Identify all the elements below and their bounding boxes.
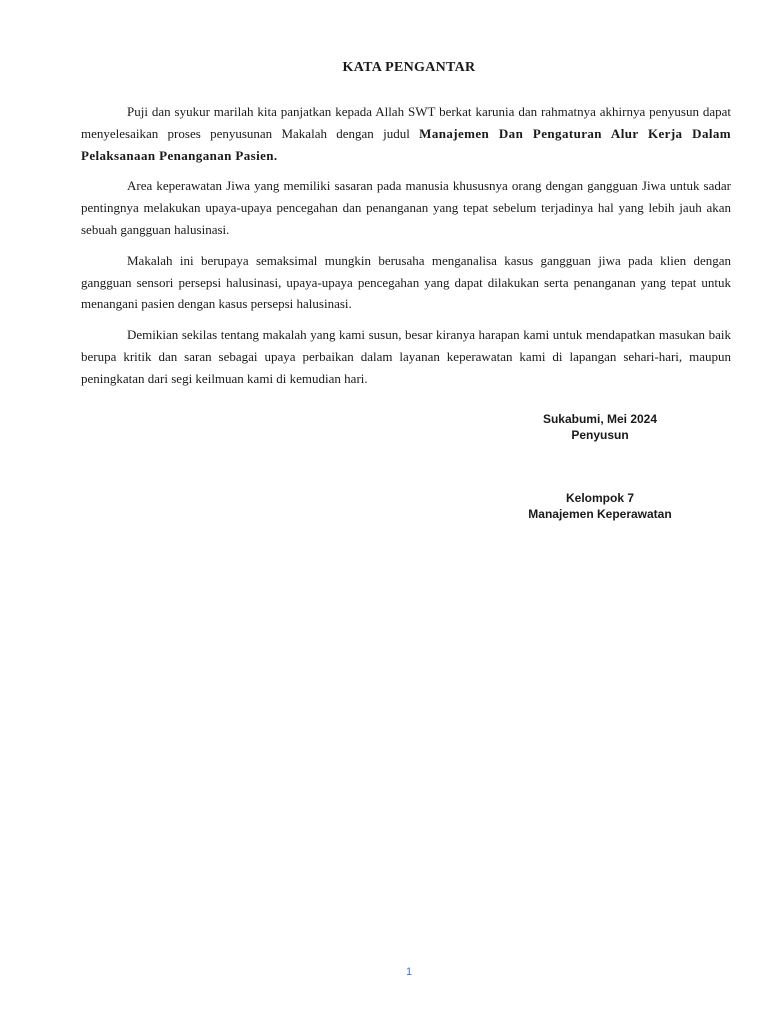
- paragraph-2: Area keperawatan Jiwa yang memiliki sasaran pada manusia khususnya orang dengan gangguan Jiwa untuk sadar pentingnya melakukan upaya-upaya pencegahan dan penanganan yang tepat sebelum terjadinya hal yang lebih jauh akan sebuah gangguan halusinasi.: [81, 178, 731, 237]
- page-title: KATA PENGANTAR: [342, 60, 476, 75]
- paragraph-1: [81, 101, 731, 166]
- author-group: Kelompok 7: [565, 491, 634, 505]
- place-date: Sukabumi, Mei 2024: [542, 412, 658, 426]
- signature-place-block: [500, 411, 700, 443]
- paragraph-3: Makalah ini berupaya semaksimal mungkin berusaha menganalisa kasus gangguan jiwa pada klien dengan gangguan sensori persepsi halusinasi, upaya-upaya pencegahan yang dapat dilakukan serta penanganan yang tepat untuk menangani pasien dengan kasus persepsi halusinasi.: [81, 252, 731, 312]
- makalah-title-emphasis: Manajemen Dan Pengaturan Alur Kerja Dalam Pelaksanaan Penanganan Pasien.: [81, 125, 731, 163]
- paragraph-1-text: Puji dan syukur marilah kita panjatkan kepada Allah SWT berkat karunia dan rahmatnya akhirnya penyusun dapat menyelesaikan proses penyusunan Makalah dengan judul: [81, 104, 731, 141]
- body-text: [81, 101, 731, 399]
- signature-author-block: [500, 490, 700, 522]
- paragraph-4: Demikian sekilas tentang makalah yang kami susun, besar kiranya harapan kami untuk mendapatkan masukan baik berupa kritik dan saran sebagai upaya perbaikan dalam layanan keperawatan kami di lapangan sehari-hari, maupun peningkatan dari segi keilmuan kami di kemudian hari.: [81, 327, 731, 386]
- signature-role: Penyusun: [571, 428, 629, 442]
- author-team: Manajemen Keperawatan: [528, 507, 672, 521]
- page-number: 1: [405, 966, 413, 978]
